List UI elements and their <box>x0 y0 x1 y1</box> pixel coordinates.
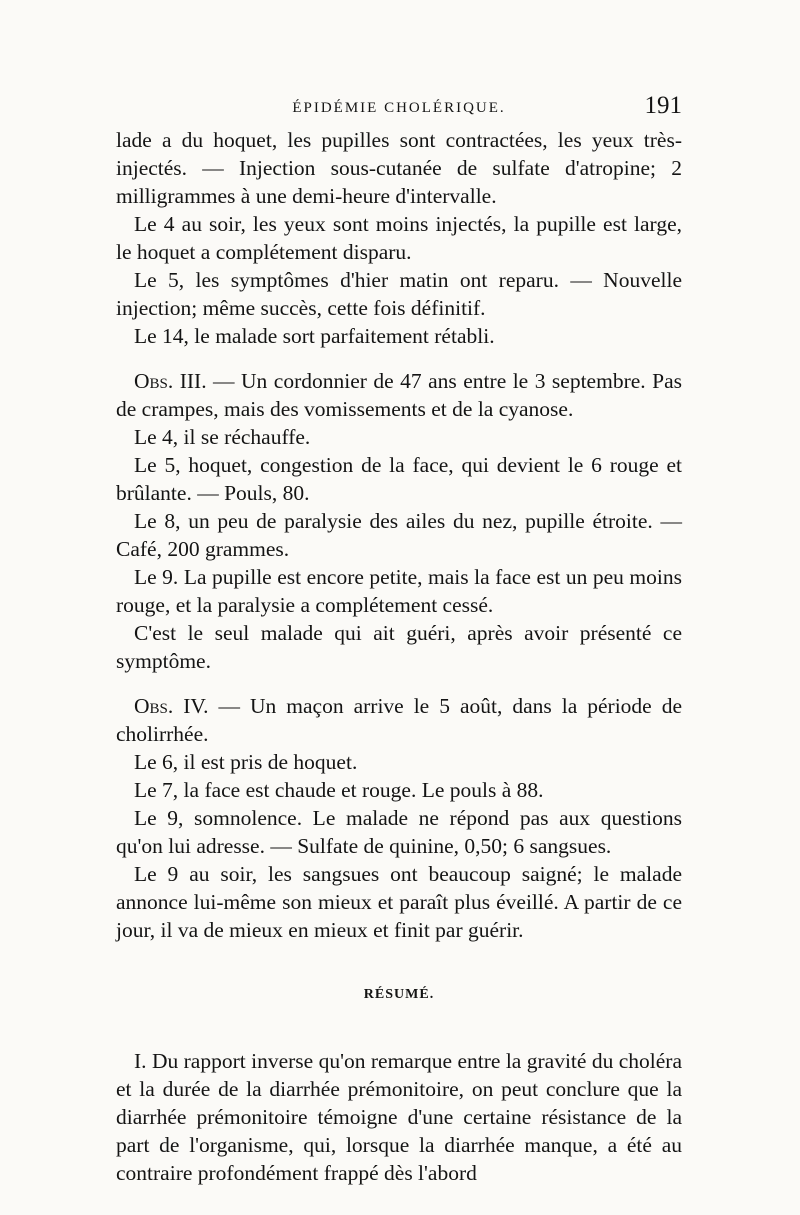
section-gap <box>116 944 682 969</box>
paragraph: Le 6, il est pris de hoquet. <box>134 750 358 774</box>
page-header <box>116 92 682 122</box>
paragraph: Le 9. La pupille est encore petite, mais la face est un peu moins rouge, et la paralysie a complétement cessé. <box>116 565 682 617</box>
paragraph: lade a du hoquet, les pupilles sont contractées, les yeux très-injectés. — Injection sous-cutanée de sulfate d'atropine; 2 milligrammes à une demi-heure d'intervalle. <box>116 128 682 208</box>
paragraph: I. Du rapport inverse qu'on remarque entre la gravité du choléra et la durée de la diarrhée prémonitoire, on peut conclure que la diarrhée prémonitoire témoigne d'une certaine résistance de la part de l'organisme, qui, lorsque la diarrhée manque, a été au contraire profondément frappé dès l'abord <box>116 1049 682 1185</box>
paragraph: Le 5, les symptômes d'hier matin ont reparu. — Nouvelle injection; même succès, cette fois définitif. <box>116 268 682 320</box>
paragraph: Le 5, hoquet, congestion de la face, qui devient le 6 rouge et brûlante. — Pouls, 80. <box>116 453 682 505</box>
running-title: ÉPIDÉMIE CHOLÉRIQUE. <box>292 100 506 116</box>
observation-paragraph <box>116 692 682 748</box>
observation-label: Obs. IV. <box>134 694 209 718</box>
resume-heading: RÉSUMÉ. <box>363 987 435 1002</box>
observation-text: — Un cordonnier de 47 ans entre le 3 septembre. Pas de crampes, mais des vomissements et de la cyanose. <box>116 369 682 421</box>
observation-paragraph <box>116 367 682 423</box>
paragraph: Le 4, il se réchauffe. <box>134 425 311 449</box>
paragraph: Le 14, le malade sort parfaitement rétabli. <box>134 324 495 348</box>
paragraph-gap <box>116 350 682 367</box>
observation-text: — Un maçon arrive le 5 août, dans la période de cholirrhée. <box>116 694 682 746</box>
paragraph: Le 8, un peu de paralysie des ailes du nez, pupille étroite. — Café, 200 grammes. <box>116 509 682 561</box>
observation-label: Obs. III. <box>134 369 207 393</box>
paragraph: Le 4 au soir, les yeux sont moins injectés, la pupille est large, le hoquet a complétement disparu. <box>116 212 682 264</box>
paragraph: Le 7, la face est chaude et rouge. Le pouls à 88. <box>134 778 544 802</box>
main-text <box>116 126 682 1187</box>
page-number: 191 <box>644 92 682 119</box>
paragraph-gap <box>116 675 682 692</box>
paragraph: Le 9 au soir, les sangsues ont beaucoup saigné; le malade annonce lui-même son mieux et paraît plus éveillé. A partir de ce jour, il va de mieux en mieux et finit par guérir. <box>116 862 682 942</box>
paragraph: C'est le seul malade qui ait guéri, après avoir présenté ce symptôme. <box>116 621 682 673</box>
paragraph: Le 9, somnolence. Le malade ne répond pas aux questions qu'on lui adresse. — Sulfate de quinine, 0,50; 6 sangsues. <box>116 806 682 858</box>
